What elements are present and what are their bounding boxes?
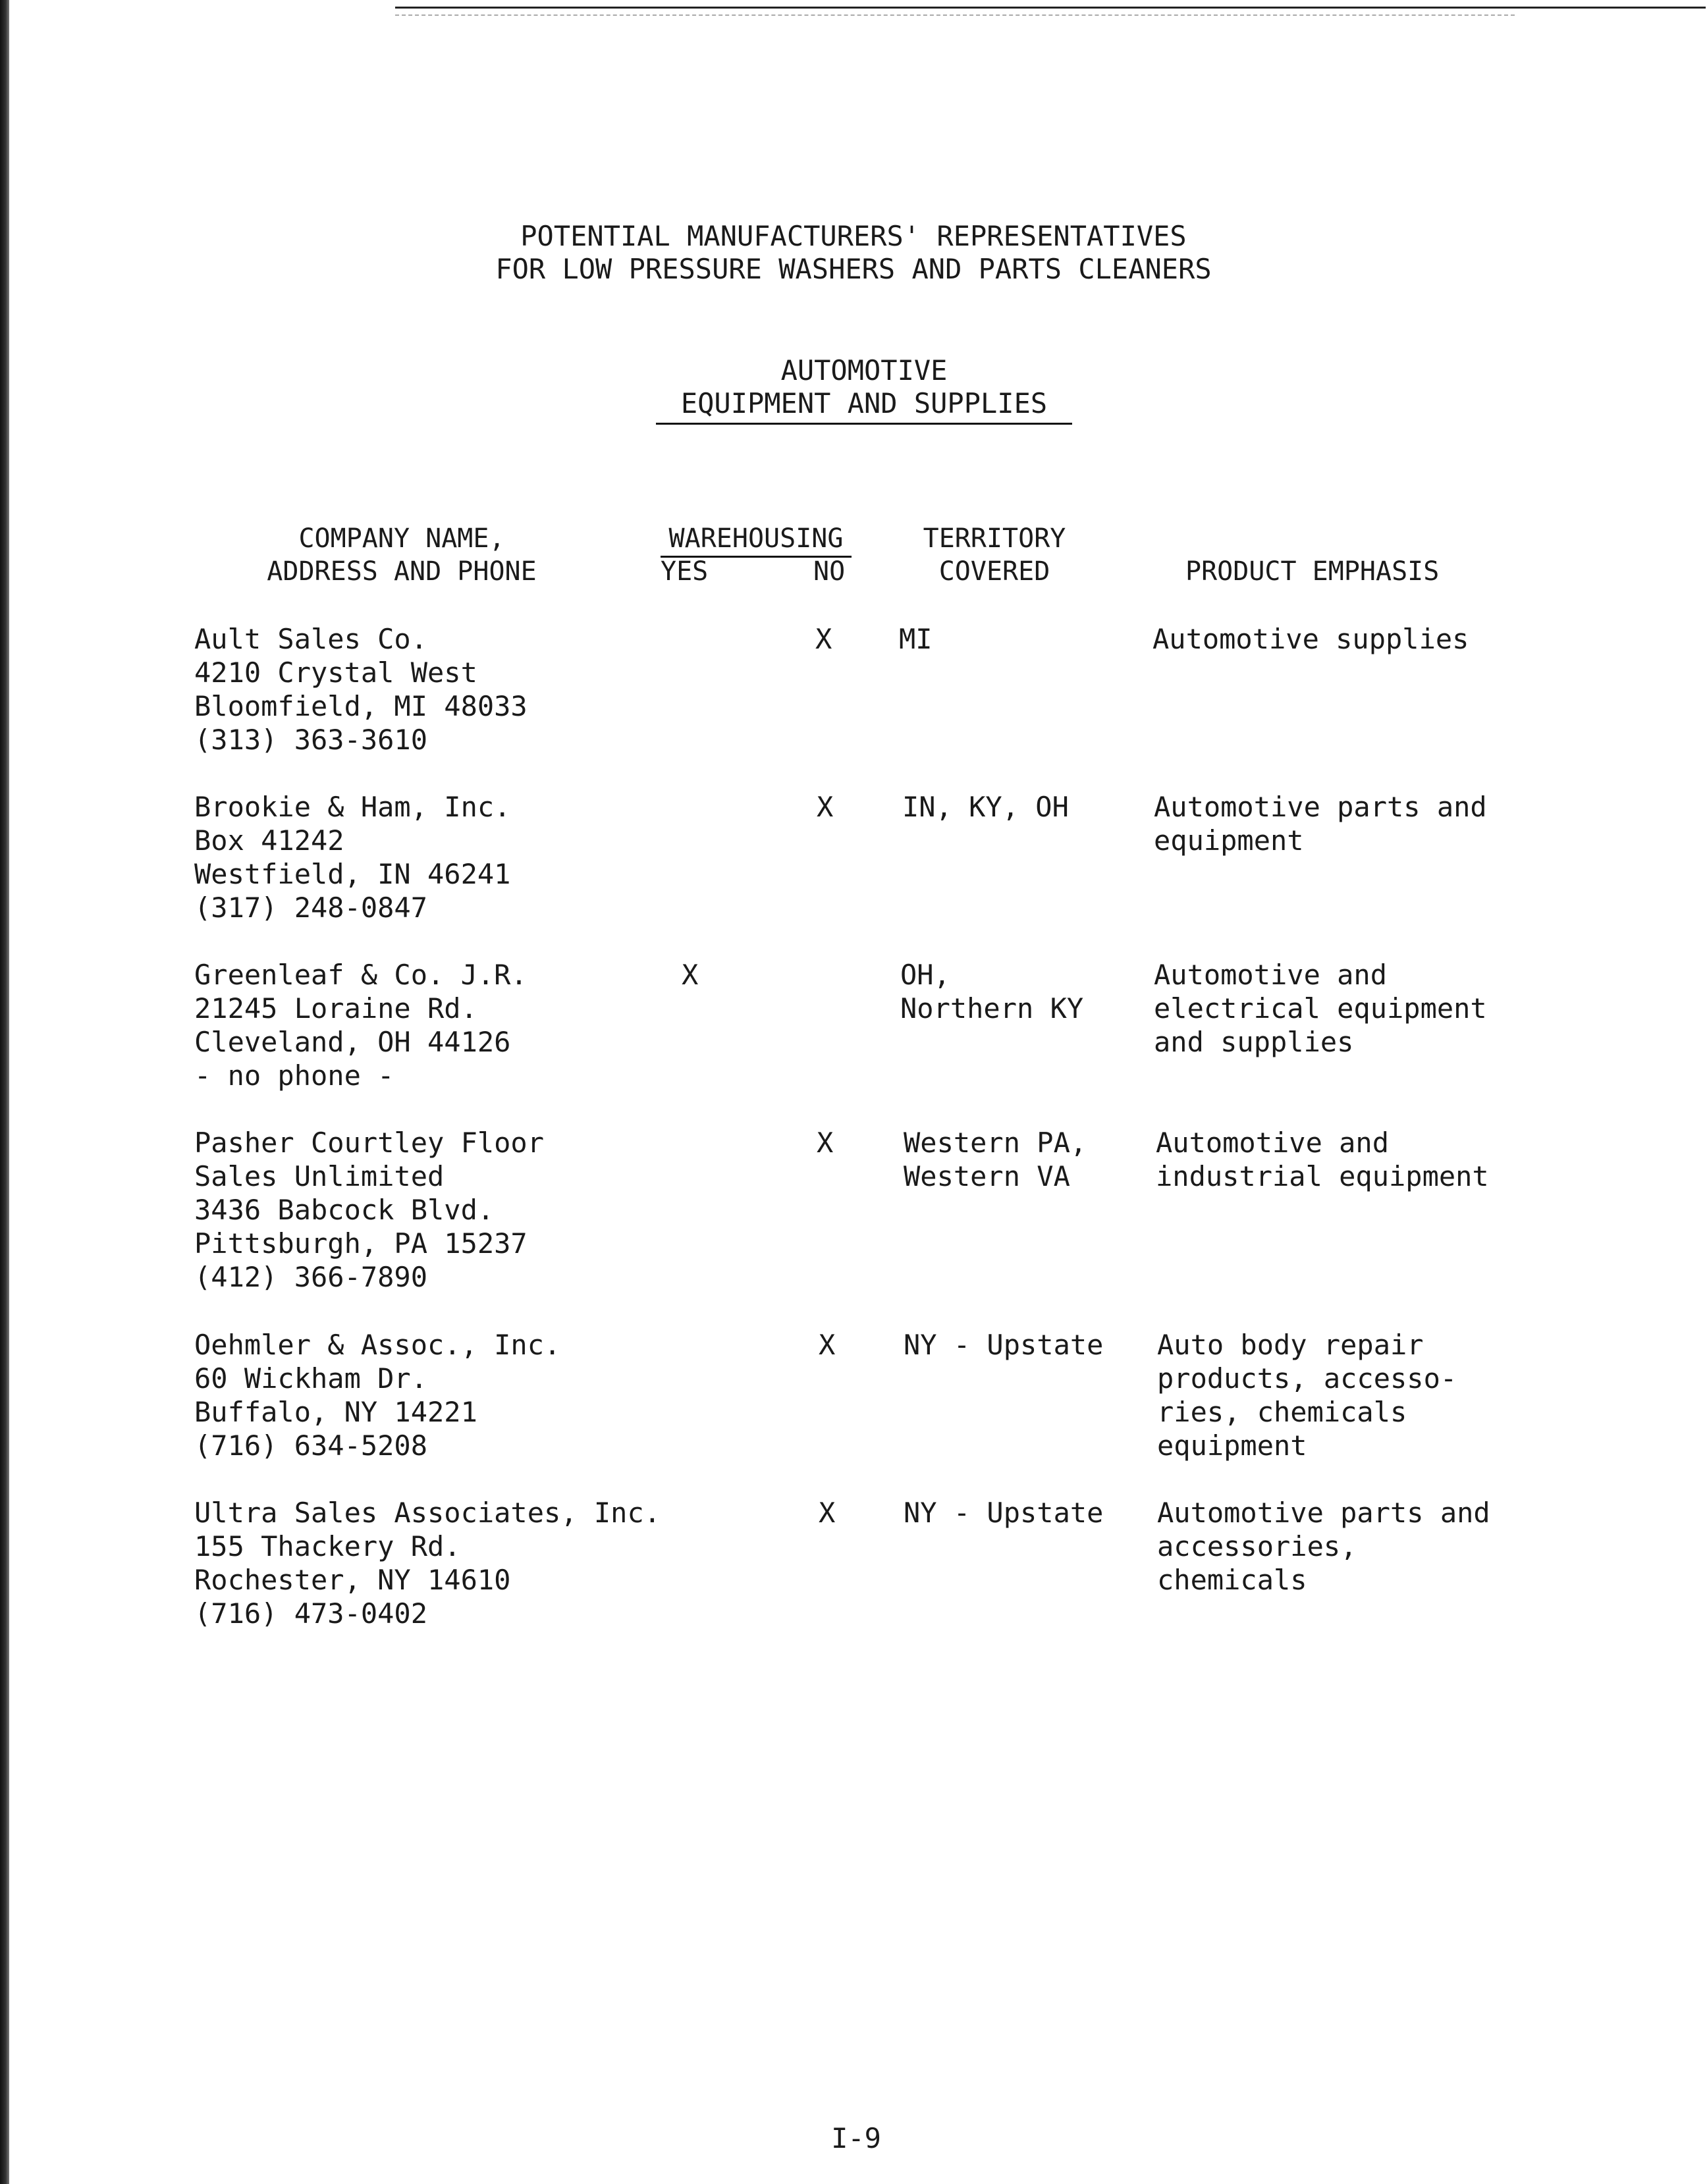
company-info: Ault Sales Co. 4210 Crystal West Bloomfield, MI 48033 (313) 363-3610	[194, 623, 528, 756]
column-header-company-line1: COMPANY NAME,	[298, 523, 505, 554]
section-heading-line1: AUTOMOTIVE	[780, 354, 948, 386]
column-header-company-line2: ADDRESS AND PHONE	[267, 556, 537, 587]
column-header-yes: YES	[661, 556, 709, 587]
document-title-line1: POTENTIAL MANUFACTURERS' REPRESENTATIVES	[520, 220, 1187, 252]
territory-covered: OH, Northern KY	[900, 959, 1084, 1025]
territory-covered: IN, KY, OH	[902, 791, 1069, 823]
territory-covered: MI	[899, 623, 933, 655]
product-emphasis: Automotive and industrial equipment	[1156, 1127, 1489, 1192]
territory-covered: Western PA, Western VA	[904, 1127, 1087, 1192]
document-title-line2: FOR LOW PRESSURE WASHERS AND PARTS CLEANERS	[495, 253, 1212, 285]
warehousing-yes-mark: X	[682, 959, 699, 991]
company-info: Pasher Courtley Floor Sales Unlimited 3436 Babcock Blvd. Pittsburgh, PA 15237 (412) 366-7890	[194, 1127, 545, 1293]
warehousing-no-mark: X	[819, 1497, 836, 1529]
product-emphasis: Automotive and electrical equipment and supplies	[1154, 959, 1487, 1058]
top-rule	[395, 7, 1706, 9]
page-edge-shadow	[0, 0, 9, 2184]
territory-covered: NY - Upstate	[904, 1497, 1104, 1529]
warehousing-no-mark: X	[819, 1329, 836, 1361]
warehousing-no-mark: X	[817, 791, 834, 823]
product-emphasis: Automotive supplies	[1152, 623, 1469, 655]
company-info: Oehmler & Assoc., Inc. 60 Wickham Dr. Buffalo, NY 14221 (716) 634-5208	[194, 1329, 561, 1462]
product-emphasis: Automotive parts and equipment	[1154, 791, 1487, 857]
column-header-territory-line1: TERRITORY	[923, 523, 1066, 554]
column-header-product-emphasis: PRODUCT EMPHASIS	[1185, 556, 1440, 587]
company-info: Ultra Sales Associates, Inc. 155 Thackery Rd. Rochester, NY 14610 (716) 473-0402	[194, 1497, 661, 1630]
column-header-territory-line2: COVERED	[938, 556, 1050, 587]
territory-covered: NY - Upstate	[904, 1329, 1104, 1361]
section-heading-line2: EQUIPMENT AND SUPPLIES	[656, 386, 1072, 425]
page-number: I-9	[831, 2122, 881, 2154]
column-header-warehousing: WAREHOUSING	[661, 522, 852, 558]
product-emphasis: Automotive parts and accessories, chemicals	[1157, 1497, 1490, 1596]
product-emphasis: Auto body repair products, accesso- ries, chemicals equipment	[1157, 1329, 1457, 1462]
company-info: Brookie & Ham, Inc. Box 41242 Westfield, IN 46241 (317) 248-0847	[194, 791, 511, 924]
column-header-no: NO	[813, 556, 846, 587]
warehousing-no-mark: X	[817, 1127, 834, 1159]
warehousing-no-mark: X	[815, 623, 832, 655]
company-info: Greenleaf & Co. J.R. 21245 Loraine Rd. Cleveland, OH 44126 - no phone -	[194, 959, 528, 1092]
top-rule-faint	[395, 14, 1515, 16]
